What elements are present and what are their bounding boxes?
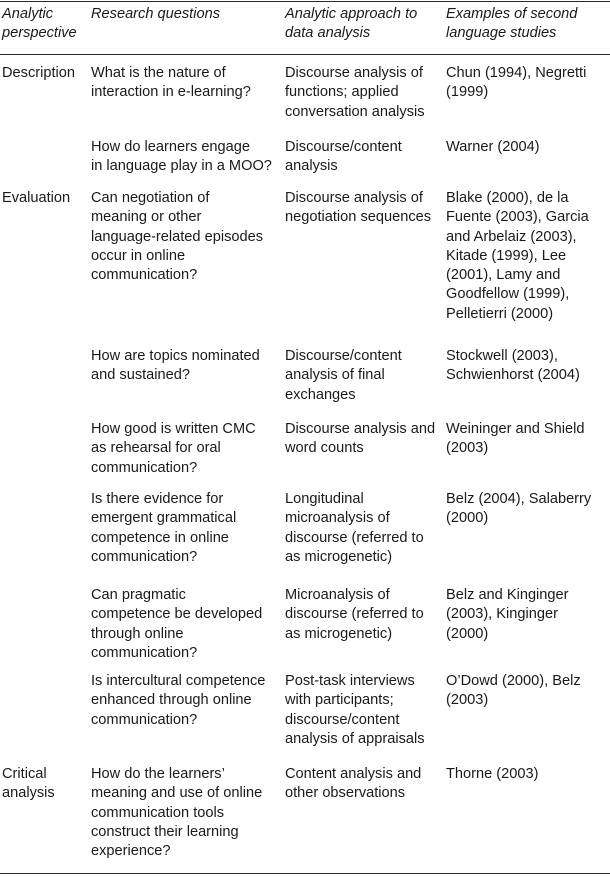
- row-9-question: How do the learners’ meaning and use of online communication tools construct their learning experience?: [91, 766, 263, 860]
- row-8-question: Is intercultural competence enhanced through online communication?: [91, 673, 266, 728]
- row-8-examples: O’Dowd (2000), Belz (2003): [446, 673, 581, 709]
- row-9-approach: Content analysis and other observations: [285, 766, 422, 802]
- row-3-question: Can negotiation of meaning or other language-related episodes occur in online communication?: [91, 190, 264, 284]
- table-bottom-rule: [0, 873, 610, 874]
- row-1-question: What is the nature of interaction in e-learning?: [91, 65, 251, 101]
- header-examples: Examples of second language studies: [446, 6, 578, 42]
- row-2-examples: Warner (2004): [446, 139, 540, 155]
- row-4-question: How are topics nominated and sustained?: [91, 348, 260, 384]
- row-1-approach: Discourse analysis of functions; applied conversation analysis: [285, 65, 425, 120]
- row-5-examples: Weininger and Shield (2003): [446, 421, 585, 457]
- row-2-approach: Discourse/content analysis: [285, 139, 402, 175]
- row-1-perspective: Description: [2, 65, 75, 81]
- row-6-examples: Belz (2004), Salaberry (2000): [446, 491, 592, 527]
- row-2-question: How do learners engage in language play in a MOO?: [91, 139, 272, 175]
- row-4-approach: Discourse/content analysis of final exchanges: [285, 348, 402, 403]
- row-7-question: Can pragmatic competence be developed through online communication?: [91, 587, 263, 661]
- row-5-approach: Discourse analysis and word counts: [285, 421, 436, 457]
- row-7-approach: Microanalysis of discourse (referred to as microgenetic): [285, 587, 424, 642]
- row-6-approach: Longitudinal microanalysis of discourse (referred to as microgenetic): [285, 491, 424, 565]
- row-9-perspective: Critical analysis: [2, 766, 55, 802]
- row-4-examples: Stockwell (2003), Schwienhorst (2004): [446, 348, 580, 384]
- row-7-examples: Belz and Kinginger (2003), Kinginger (2000): [446, 587, 569, 642]
- row-5-question: How good is written CMC as rehearsal for oral communication?: [91, 421, 256, 476]
- row-3-examples: Blake (2000), de la Fuente (2003), Garcia and Arbelaiz (2003), Kitade (1999), Lee (2001), Lamy and Goodfellow (1999), Pelletierri (2000): [446, 190, 589, 322]
- table-top-rule: [0, 1, 610, 2]
- header-research-questions: Research questions: [91, 6, 220, 22]
- row-1-examples: Chun (1994), Negretti (1999): [446, 65, 587, 101]
- row-9-examples: Thorne (2003): [446, 766, 539, 782]
- row-8-approach: Post-task interviews with participants; discourse/content analysis of appraisals: [285, 673, 425, 747]
- header-analytic-approach: Analytic approach to data analysis: [285, 6, 418, 42]
- row-6-question: Is there evidence for emergent grammatical competence in online communication?: [91, 491, 237, 565]
- row-3-perspective: Evaluation: [2, 190, 71, 206]
- header-analytic-perspective: Analytic perspective: [2, 6, 77, 42]
- header-rule: [0, 54, 610, 55]
- row-3-approach: Discourse analysis of negotiation sequences: [285, 190, 432, 226]
